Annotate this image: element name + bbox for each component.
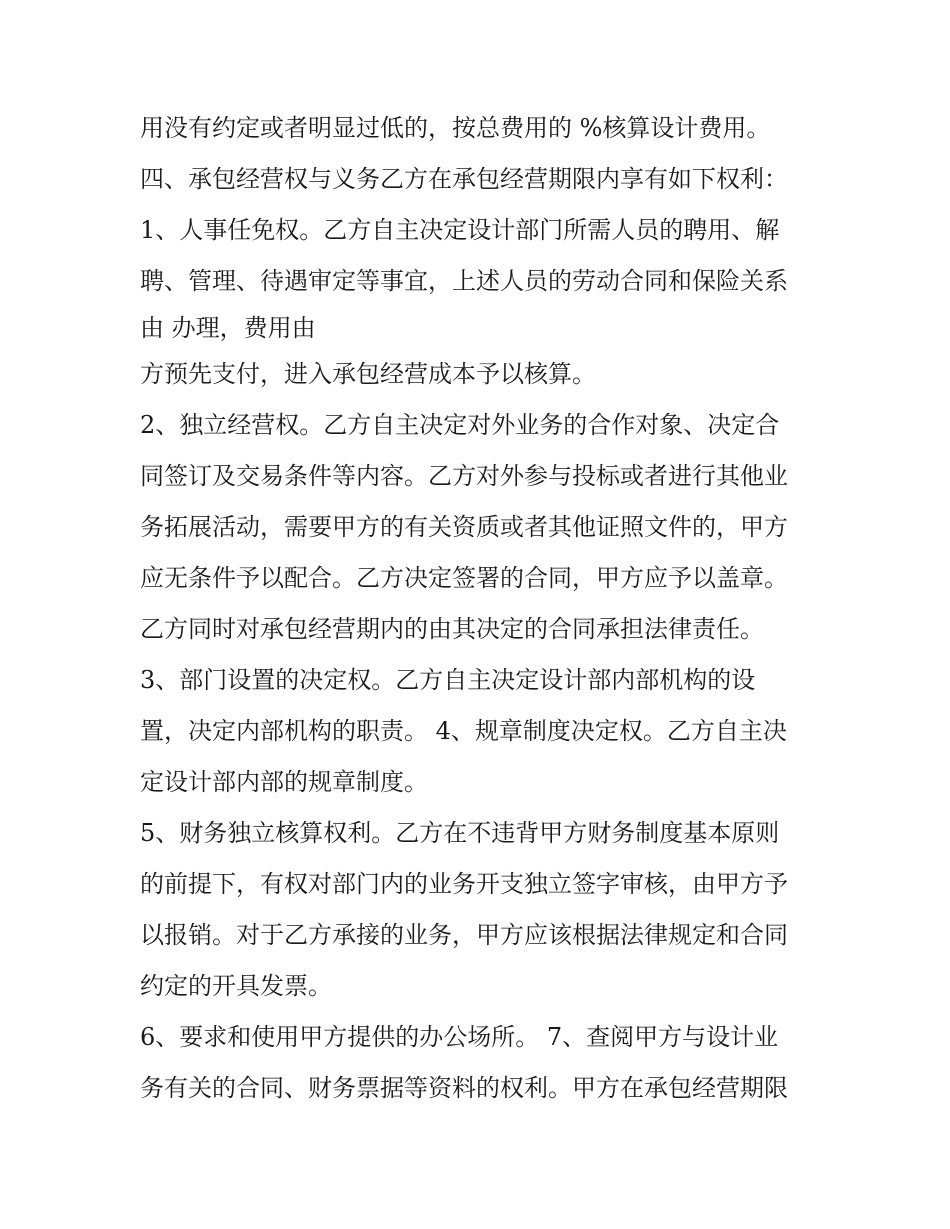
text-line: 2、独立经营权。乙方自主决定对外业务的合作对象、决定合 bbox=[140, 411, 780, 439]
text-line: 四、承包经营权与义务乙方在承包经营期限内享有如下权利： bbox=[140, 165, 788, 193]
text-line: 6、要求和使用甲方提供的办公场所。 7、查阅甲方与设计业 bbox=[140, 1023, 779, 1051]
text-line: 3、部门设置的决定权。乙方自主决定设计部内部机构的设 bbox=[140, 666, 756, 694]
text-line: 约定的开具发票。 bbox=[140, 972, 332, 1000]
text-line: 方预先支付，进入承包经营成本予以核算。 bbox=[140, 360, 596, 388]
text-line: 的前提下，有权对部门内的业务开支独立签字审核，由甲方予 bbox=[140, 870, 788, 898]
text-line: 定设计部内部的规章制度。 bbox=[140, 768, 428, 796]
text-line: 乙方同时对承包经营期内的由其决定的合同承担法律责任。 bbox=[140, 615, 764, 643]
text-line: 应无条件予以配合。乙方决定签署的合同，甲方应予以盖章。 bbox=[140, 564, 788, 592]
text-line: 置，决定内部机构的职责。 4、规章制度决定权。乙方自主决 bbox=[140, 717, 787, 745]
text-line: 聘、管理、待遇审定等事宜，上述人员的劳动合同和保险关系 bbox=[140, 267, 788, 295]
text-line: 由 办理，费用由 bbox=[140, 314, 316, 342]
text-line: 以报销。对于乙方承接的业务，甲方应该根据法律规定和合同 bbox=[140, 921, 788, 949]
text-line: 同签订及交易条件等内容。乙方对外参与投标或者进行其他业 bbox=[140, 462, 788, 490]
text-line: 用没有约定或者明显过低的，按总费用的 %核算设计费用。 bbox=[140, 114, 771, 142]
text-line: 5、财务独立核算权利。乙方在不违背甲方财务制度基本原则 bbox=[140, 819, 780, 847]
text-line: 务拓展活动，需要甲方的有关资质或者其他证照文件的，甲方 bbox=[140, 513, 788, 541]
text-line: 务有关的合同、财务票据等资料的权利。甲方在承包经营期限 bbox=[140, 1074, 788, 1102]
document-body bbox=[140, 103, 830, 1114]
text-line: 1、人事任免权。乙方自主决定设计部门所需人员的聘用、解 bbox=[140, 216, 780, 244]
